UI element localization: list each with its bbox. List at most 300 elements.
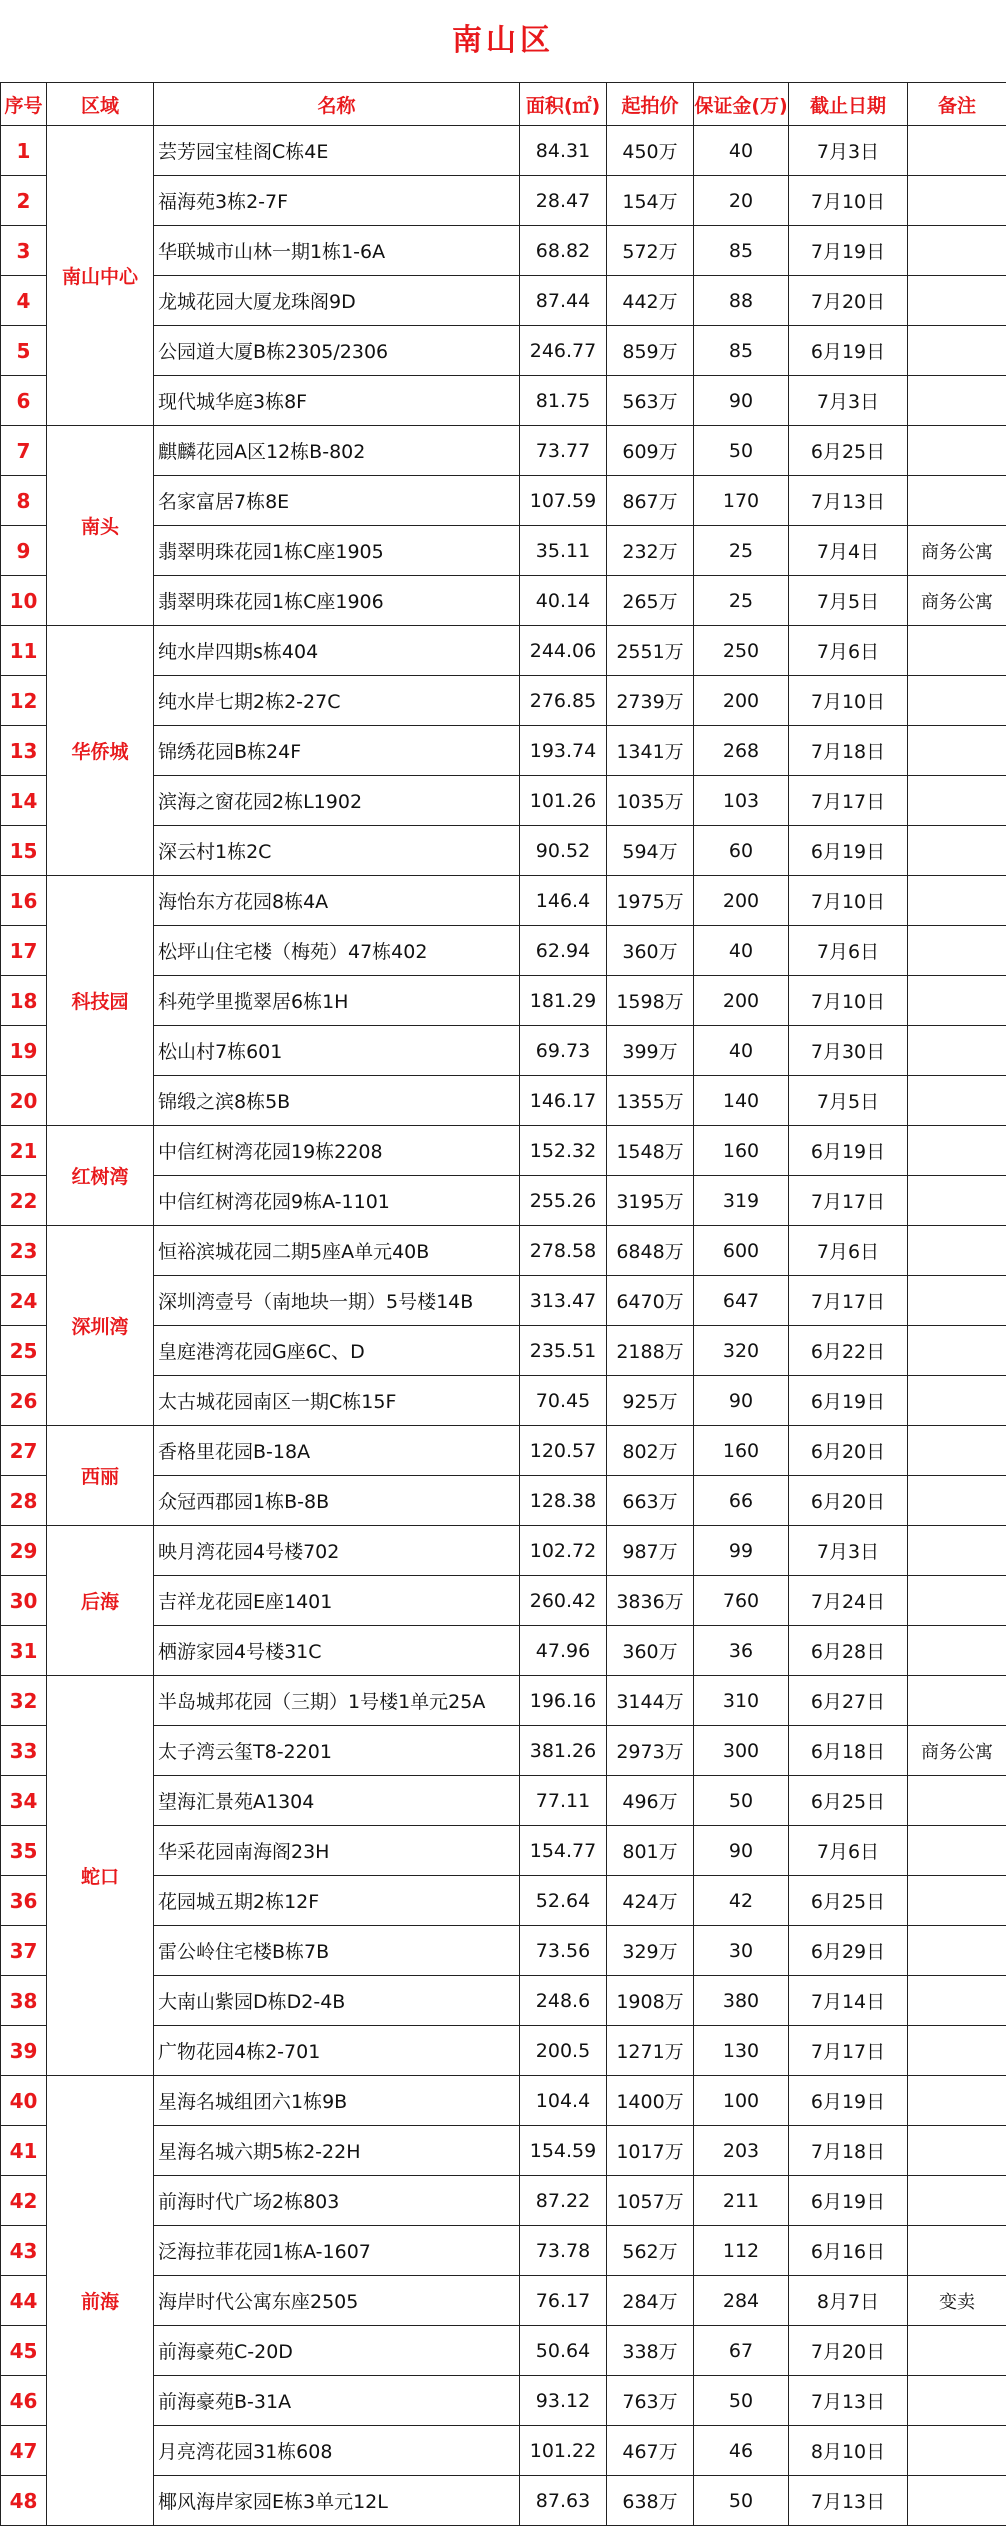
floor-area: 246.77 (520, 326, 607, 376)
deadline: 6月29日 (789, 1926, 908, 1976)
listing-name: 雷公岭住宅楼B栋7B (154, 1926, 520, 1976)
listing-name: 前海豪苑B-31A (154, 2376, 520, 2426)
deposit: 90 (694, 1376, 789, 1426)
floor-area: 90.52 (520, 826, 607, 876)
deposit: 90 (694, 1826, 789, 1876)
start-price: 801万 (607, 1826, 694, 1876)
header-district: 区域 (47, 83, 154, 126)
deadline: 7月10日 (789, 976, 908, 1026)
deposit: 40 (694, 926, 789, 976)
row-index: 46 (1, 2376, 47, 2426)
deposit: 36 (694, 1626, 789, 1676)
floor-area: 28.47 (520, 176, 607, 226)
row-index: 8 (1, 476, 47, 526)
start-price: 424万 (607, 1876, 694, 1926)
district-cell: 前海 (47, 2076, 154, 2526)
row-index: 27 (1, 1426, 47, 1476)
listing-name: 深云村1栋2C (154, 826, 520, 876)
floor-area: 87.44 (520, 276, 607, 326)
deposit: 310 (694, 1676, 789, 1726)
row-index: 47 (1, 2426, 47, 2476)
listing-name: 滨海之窗花园2栋L1902 (154, 776, 520, 826)
floor-area: 255.26 (520, 1176, 607, 1226)
deadline: 7月30日 (789, 1026, 908, 1076)
note (908, 2426, 1006, 2476)
deposit: 50 (694, 2476, 789, 2526)
row-index: 48 (1, 2476, 47, 2526)
listing-name: 栖游家园4号楼31C (154, 1626, 520, 1676)
note (908, 1676, 1006, 1726)
row-index: 11 (1, 626, 47, 676)
deadline: 7月6日 (789, 1226, 908, 1276)
row-index: 37 (1, 1926, 47, 1976)
note (908, 2076, 1006, 2126)
start-price: 3836万 (607, 1576, 694, 1626)
deadline: 7月13日 (789, 2376, 908, 2426)
listing-name: 花园城五期2栋12F (154, 1876, 520, 1926)
deposit: 100 (694, 2076, 789, 2126)
note (908, 1226, 1006, 1276)
note (908, 1826, 1006, 1876)
listing-name: 深圳湾壹号（南地块一期）5号楼14B (154, 1276, 520, 1326)
deadline: 7月10日 (789, 176, 908, 226)
row-index: 41 (1, 2126, 47, 2176)
floor-area: 152.32 (520, 1126, 607, 1176)
floor-area: 69.73 (520, 1026, 607, 1076)
deadline: 7月17日 (789, 1176, 908, 1226)
note: 商务公寓 (908, 576, 1006, 626)
deadline: 8月7日 (789, 2276, 908, 2326)
note: 商务公寓 (908, 526, 1006, 576)
row-index: 24 (1, 1276, 47, 1326)
deadline: 7月6日 (789, 1826, 908, 1876)
start-price: 663万 (607, 1476, 694, 1526)
deadline: 6月19日 (789, 326, 908, 376)
note (908, 2476, 1006, 2526)
deadline: 6月25日 (789, 426, 908, 476)
row-index: 19 (1, 1026, 47, 1076)
deposit: 60 (694, 826, 789, 876)
floor-area: 276.85 (520, 676, 607, 726)
start-price: 265万 (607, 576, 694, 626)
row-index: 10 (1, 576, 47, 626)
header-deadline: 截止日期 (789, 83, 908, 126)
deposit: 211 (694, 2176, 789, 2226)
row-index: 15 (1, 826, 47, 876)
listing-name: 龙城花园大厦龙珠阁9D (154, 276, 520, 326)
note (908, 476, 1006, 526)
header-index: 序号 (1, 83, 47, 126)
start-price: 3144万 (607, 1676, 694, 1726)
deadline: 7月6日 (789, 626, 908, 676)
deadline: 6月16日 (789, 2226, 908, 2276)
note (908, 1076, 1006, 1126)
listing-name: 映月湾花园4号楼702 (154, 1526, 520, 1576)
deposit: 130 (694, 2026, 789, 2076)
start-price: 1598万 (607, 976, 694, 1026)
deposit: 46 (694, 2426, 789, 2476)
row-index: 3 (1, 226, 47, 276)
deadline: 8月10日 (789, 2426, 908, 2476)
start-price: 609万 (607, 426, 694, 476)
note (908, 776, 1006, 826)
deposit: 85 (694, 326, 789, 376)
listing-name: 月亮湾花园31栋608 (154, 2426, 520, 2476)
row-index: 4 (1, 276, 47, 326)
deposit: 200 (694, 676, 789, 726)
row-index: 16 (1, 876, 47, 926)
floor-area: 87.63 (520, 2476, 607, 2526)
floor-area: 62.94 (520, 926, 607, 976)
listing-name: 半岛城邦花园（三期）1号楼1单元25A (154, 1676, 520, 1726)
floor-area: 200.5 (520, 2026, 607, 2076)
floor-area: 313.47 (520, 1276, 607, 1326)
district-cell: 科技园 (47, 876, 154, 1126)
row-index: 31 (1, 1626, 47, 1676)
deposit: 66 (694, 1476, 789, 1526)
floor-area: 93.12 (520, 2376, 607, 2426)
start-price: 867万 (607, 476, 694, 526)
note (908, 926, 1006, 976)
note: 变卖 (908, 2276, 1006, 2326)
row-index: 42 (1, 2176, 47, 2226)
listing-table (0, 82, 1006, 2526)
floor-area: 381.26 (520, 1726, 607, 1776)
row-index: 22 (1, 1176, 47, 1226)
listing-name: 皇庭港湾花园G座6C、D (154, 1326, 520, 1376)
row-index: 25 (1, 1326, 47, 1376)
district-cell: 深圳湾 (47, 1226, 154, 1426)
row-index: 34 (1, 1776, 47, 1826)
row-index: 28 (1, 1476, 47, 1526)
listing-name: 华采花园南海阁23H (154, 1826, 520, 1876)
listing-name: 中信红树湾花园19栋2208 (154, 1126, 520, 1176)
listing-name: 麒麟花园A区12栋B-802 (154, 426, 520, 476)
row-index: 23 (1, 1226, 47, 1276)
note (908, 726, 1006, 776)
note (908, 826, 1006, 876)
deposit: 647 (694, 1276, 789, 1326)
header-name: 名称 (154, 83, 520, 126)
floor-area: 146.4 (520, 876, 607, 926)
row-index: 9 (1, 526, 47, 576)
listing-name: 纯水岸四期s栋404 (154, 626, 520, 676)
start-price: 763万 (607, 2376, 694, 2426)
deposit: 380 (694, 1976, 789, 2026)
start-price: 450万 (607, 126, 694, 176)
start-price: 399万 (607, 1026, 694, 1076)
floor-area: 278.58 (520, 1226, 607, 1276)
deadline: 6月20日 (789, 1476, 908, 1526)
district-cell: 西丽 (47, 1426, 154, 1526)
start-price: 467万 (607, 2426, 694, 2476)
note (908, 2226, 1006, 2276)
floor-area: 73.77 (520, 426, 607, 476)
note (908, 326, 1006, 376)
start-price: 1975万 (607, 876, 694, 926)
row-index: 18 (1, 976, 47, 1026)
deposit: 140 (694, 1076, 789, 1126)
deposit: 50 (694, 2376, 789, 2426)
deadline: 7月5日 (789, 576, 908, 626)
listing-name: 纯水岸七期2栋2-27C (154, 676, 520, 726)
deposit: 170 (694, 476, 789, 526)
listing-name: 广物花园4栋2-701 (154, 2026, 520, 2076)
note (908, 2176, 1006, 2226)
listing-name: 星海名城组团六1栋9B (154, 2076, 520, 2126)
floor-area: 154.59 (520, 2126, 607, 2176)
deadline: 7月14日 (789, 1976, 908, 2026)
deposit: 200 (694, 876, 789, 926)
note (908, 1776, 1006, 1826)
deadline: 7月20日 (789, 276, 908, 326)
listing-name: 海怡东方花园8栋4A (154, 876, 520, 926)
floor-area: 154.77 (520, 1826, 607, 1876)
deadline: 7月17日 (789, 1276, 908, 1326)
listing-name: 翡翠明珠花园1栋C座1906 (154, 576, 520, 626)
note (908, 1526, 1006, 1576)
deposit: 50 (694, 426, 789, 476)
note (908, 1026, 1006, 1076)
deposit: 20 (694, 176, 789, 226)
deadline: 7月20日 (789, 2326, 908, 2376)
deadline: 7月10日 (789, 876, 908, 926)
table-row (1, 126, 1006, 176)
deposit: 40 (694, 126, 789, 176)
deposit: 160 (694, 1426, 789, 1476)
start-price: 1057万 (607, 2176, 694, 2226)
start-price: 1271万 (607, 2026, 694, 2076)
table-row (1, 426, 1006, 476)
floor-area: 146.17 (520, 1076, 607, 1126)
deposit: 67 (694, 2326, 789, 2376)
row-index: 38 (1, 1976, 47, 2026)
start-price: 2551万 (607, 626, 694, 676)
floor-area: 35.11 (520, 526, 607, 576)
start-price: 1341万 (607, 726, 694, 776)
deadline: 7月3日 (789, 376, 908, 426)
row-index: 1 (1, 126, 47, 176)
deadline: 7月13日 (789, 476, 908, 526)
floor-area: 181.29 (520, 976, 607, 1026)
row-index: 2 (1, 176, 47, 226)
start-price: 1017万 (607, 2126, 694, 2176)
listing-name: 锦绣花园B栋24F (154, 726, 520, 776)
floor-area: 87.22 (520, 2176, 607, 2226)
floor-area: 76.17 (520, 2276, 607, 2326)
deposit: 30 (694, 1926, 789, 1976)
deposit: 50 (694, 1776, 789, 1826)
floor-area: 73.78 (520, 2226, 607, 2276)
start-price: 859万 (607, 326, 694, 376)
listing-name: 吉祥龙花园E座1401 (154, 1576, 520, 1626)
listing-name: 华联城市山林一期1栋1-6A (154, 226, 520, 276)
start-price: 329万 (607, 1926, 694, 1976)
row-index: 40 (1, 2076, 47, 2126)
deadline: 7月5日 (789, 1076, 908, 1126)
deposit: 25 (694, 526, 789, 576)
start-price: 1035万 (607, 776, 694, 826)
floor-area: 81.75 (520, 376, 607, 426)
deadline: 6月19日 (789, 2176, 908, 2226)
deposit: 25 (694, 576, 789, 626)
start-price: 360万 (607, 926, 694, 976)
floor-area: 47.96 (520, 1626, 607, 1676)
row-index: 29 (1, 1526, 47, 1576)
note (908, 1876, 1006, 1926)
deposit: 99 (694, 1526, 789, 1576)
deadline: 6月20日 (789, 1426, 908, 1476)
deadline: 7月13日 (789, 2476, 908, 2526)
deadline: 7月3日 (789, 126, 908, 176)
listing-name: 前海时代广场2栋803 (154, 2176, 520, 2226)
listing-name: 海岸时代公寓东座2505 (154, 2276, 520, 2326)
note (908, 1926, 1006, 1976)
table-row (1, 876, 1006, 926)
row-index: 44 (1, 2276, 47, 2326)
row-index: 20 (1, 1076, 47, 1126)
start-price: 6848万 (607, 1226, 694, 1276)
note (908, 626, 1006, 676)
row-index: 33 (1, 1726, 47, 1776)
floor-area: 73.56 (520, 1926, 607, 1976)
deposit: 284 (694, 2276, 789, 2326)
deadline: 7月17日 (789, 2026, 908, 2076)
row-index: 32 (1, 1676, 47, 1726)
start-price: 6470万 (607, 1276, 694, 1326)
floor-area: 101.22 (520, 2426, 607, 2476)
deposit: 160 (694, 1126, 789, 1176)
floor-area: 244.06 (520, 626, 607, 676)
deposit: 200 (694, 976, 789, 1026)
floor-area: 193.74 (520, 726, 607, 776)
start-price: 2739万 (607, 676, 694, 726)
listing-name: 芸芳园宝桂阁C栋4E (154, 126, 520, 176)
deposit: 600 (694, 1226, 789, 1276)
row-index: 7 (1, 426, 47, 476)
row-index: 13 (1, 726, 47, 776)
note (908, 1576, 1006, 1626)
note (908, 1626, 1006, 1676)
row-index: 43 (1, 2226, 47, 2276)
deposit: 112 (694, 2226, 789, 2276)
start-price: 1908万 (607, 1976, 694, 2026)
start-price: 987万 (607, 1526, 694, 1576)
start-price: 154万 (607, 176, 694, 226)
deadline: 6月25日 (789, 1876, 908, 1926)
deadline: 7月18日 (789, 2126, 908, 2176)
floor-area: 107.59 (520, 476, 607, 526)
note (908, 1976, 1006, 2026)
note (908, 1426, 1006, 1476)
start-price: 594万 (607, 826, 694, 876)
floor-area: 235.51 (520, 1326, 607, 1376)
start-price: 1355万 (607, 1076, 694, 1126)
deposit: 250 (694, 626, 789, 676)
listing-name: 泛海拉菲花园1栋A-1607 (154, 2226, 520, 2276)
listing-name: 星海名城六期5栋2-22H (154, 2126, 520, 2176)
floor-area: 52.64 (520, 1876, 607, 1926)
deadline: 6月22日 (789, 1326, 908, 1376)
deadline: 7月10日 (789, 676, 908, 726)
listing-name: 科苑学里揽翠居6栋1H (154, 976, 520, 1026)
note (908, 676, 1006, 726)
note (908, 226, 1006, 276)
header-note: 备注 (908, 83, 1006, 126)
floor-area: 128.38 (520, 1476, 607, 1526)
note (908, 2326, 1006, 2376)
listing-name: 翡翠明珠花园1栋C座1905 (154, 526, 520, 576)
note (908, 2126, 1006, 2176)
deadline: 7月3日 (789, 1526, 908, 1576)
start-price: 1400万 (607, 2076, 694, 2126)
note (908, 876, 1006, 926)
note: 商务公寓 (908, 1726, 1006, 1776)
listing-name: 太子湾云玺T8-2201 (154, 1726, 520, 1776)
note (908, 2376, 1006, 2426)
note (908, 1476, 1006, 1526)
start-price: 496万 (607, 1776, 694, 1826)
district-cell: 后海 (47, 1526, 154, 1676)
listing-name: 恒裕滨城花园二期5座A单元40B (154, 1226, 520, 1276)
table-row (1, 1226, 1006, 1276)
start-price: 2973万 (607, 1726, 694, 1776)
listing-name: 福海苑3栋2-7F (154, 176, 520, 226)
floor-area: 50.64 (520, 2326, 607, 2376)
page-title: 南山区 (0, 0, 1006, 82)
note (908, 1126, 1006, 1176)
floor-area: 196.16 (520, 1676, 607, 1726)
table-row (1, 1676, 1006, 1726)
floor-area: 260.42 (520, 1576, 607, 1626)
start-price: 563万 (607, 376, 694, 426)
table-row (1, 1126, 1006, 1176)
floor-area: 102.72 (520, 1526, 607, 1576)
deadline: 6月25日 (789, 1776, 908, 1826)
start-price: 442万 (607, 276, 694, 326)
deadline: 6月18日 (789, 1726, 908, 1776)
listing-name: 松坪山住宅楼（梅苑）47栋402 (154, 926, 520, 976)
listing-name: 香格里花园B-18A (154, 1426, 520, 1476)
floor-area: 120.57 (520, 1426, 607, 1476)
deposit: 40 (694, 1026, 789, 1076)
start-price: 1548万 (607, 1126, 694, 1176)
deposit: 320 (694, 1326, 789, 1376)
note (908, 1326, 1006, 1376)
start-price: 638万 (607, 2476, 694, 2526)
deadline: 6月19日 (789, 1376, 908, 1426)
row-index: 12 (1, 676, 47, 726)
floor-area: 84.31 (520, 126, 607, 176)
start-price: 338万 (607, 2326, 694, 2376)
listing-name: 中信红树湾花园9栋A-1101 (154, 1176, 520, 1226)
floor-area: 248.6 (520, 1976, 607, 2026)
deposit: 90 (694, 376, 789, 426)
table-header-row (1, 83, 1006, 126)
deposit: 42 (694, 1876, 789, 1926)
row-index: 30 (1, 1576, 47, 1626)
district-cell: 红树湾 (47, 1126, 154, 1226)
deadline: 7月6日 (789, 926, 908, 976)
floor-area: 101.26 (520, 776, 607, 826)
table-body (1, 126, 1006, 2526)
floor-area: 77.11 (520, 1776, 607, 1826)
table-row (1, 1426, 1006, 1476)
listing-name: 公园道大厦B栋2305/2306 (154, 326, 520, 376)
deadline: 7月17日 (789, 776, 908, 826)
row-index: 45 (1, 2326, 47, 2376)
floor-area: 70.45 (520, 1376, 607, 1426)
